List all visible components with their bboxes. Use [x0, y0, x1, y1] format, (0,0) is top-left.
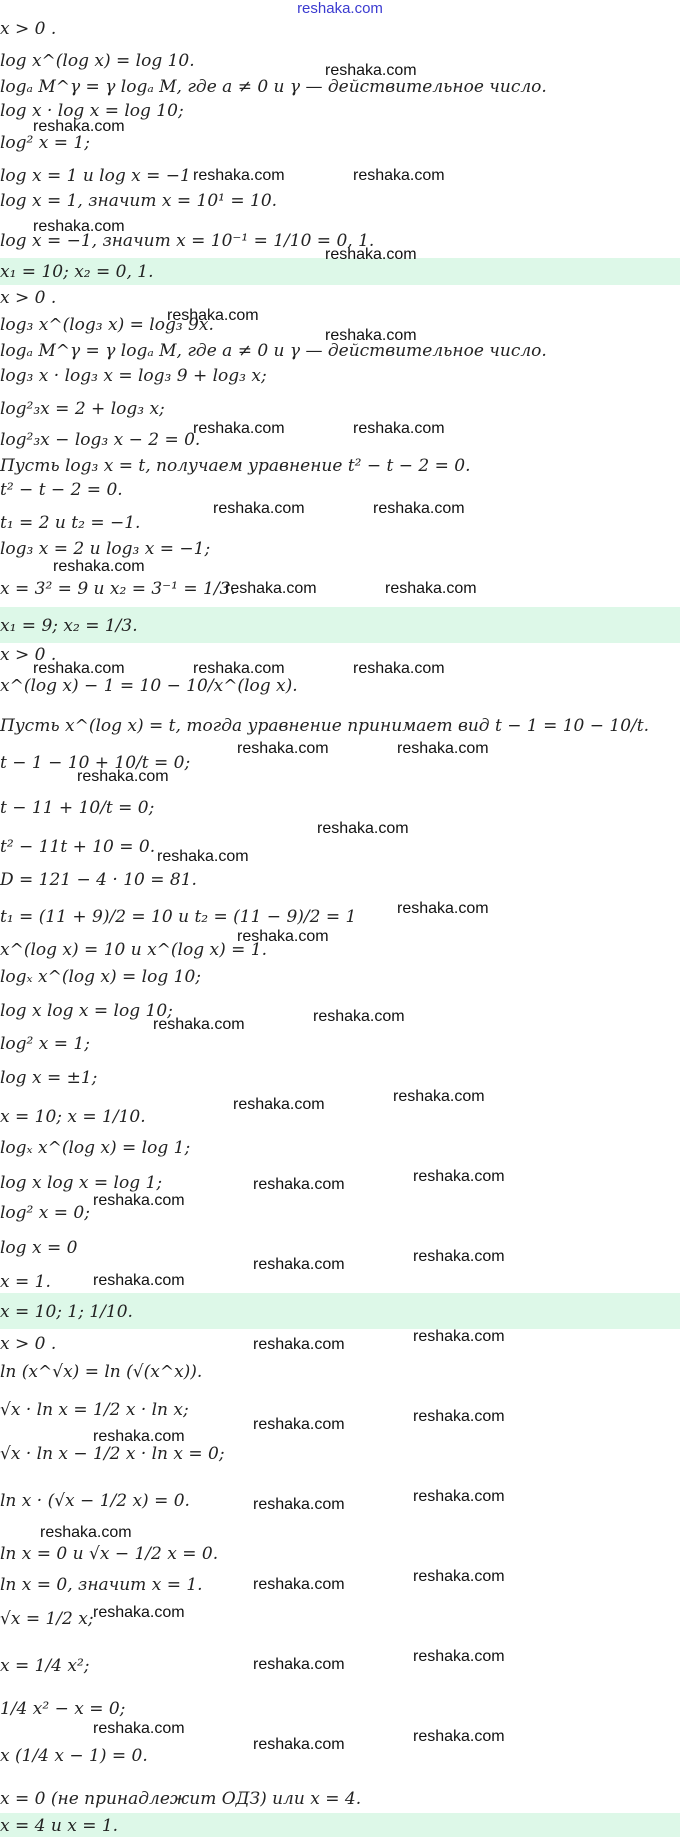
- watermark: reshaka.com: [253, 1656, 345, 1673]
- solution-line: x = 0 (не принадлежит ОДЗ) или x = 4.: [0, 1789, 362, 1809]
- solution-line: x > 0 .: [0, 1334, 57, 1354]
- solution-line: log² x = 1;: [0, 133, 90, 153]
- watermark: reshaka.com: [325, 246, 417, 263]
- watermark: reshaka.com: [237, 928, 329, 945]
- solution-line: log x = 1 и log x = −1: [0, 166, 191, 186]
- solution-line: logₐ M^γ = γ logₐ M, где a ≠ 0 и γ — действительное число.: [0, 341, 547, 361]
- solution-line: log x = 0: [0, 1238, 78, 1258]
- watermark: reshaka.com: [237, 740, 329, 757]
- watermark: reshaka.com: [253, 1336, 345, 1353]
- watermark: reshaka.com: [253, 1256, 345, 1273]
- solution-line: ln x = 0 и √x − 1/2 x = 0.: [0, 1544, 219, 1564]
- solution-line: √x = 1/2 x;: [0, 1609, 94, 1629]
- watermark: reshaka.com: [413, 1248, 505, 1265]
- solution-line: log²₃x = 2 + log₃ x;: [0, 399, 165, 419]
- solution-line: t − 11 + 10/t = 0;: [0, 798, 155, 818]
- watermark: reshaka.com: [193, 167, 285, 184]
- solution-line: x^(log x) = 10 и x^(log x) = 1.: [0, 940, 267, 960]
- watermark: reshaka.com: [33, 660, 125, 677]
- watermark: reshaka.com: [93, 1720, 185, 1737]
- watermark: reshaka.com: [93, 1604, 185, 1621]
- solution-line: 1/4 x² − x = 0;: [0, 1699, 126, 1719]
- solution-line: log x^(log x) = log 10.: [0, 51, 195, 71]
- solution-line: Пусть log₃ x = t, получаем уравнение t² − t − 2 = 0.: [0, 456, 471, 476]
- solution-line: t² − t − 2 = 0.: [0, 480, 123, 500]
- watermark: reshaka.com: [193, 420, 285, 437]
- solution-line: Пусть x^(log x) = t, тогда уравнение принимает вид t − 1 = 10 − 10/t.: [0, 716, 650, 736]
- watermark: reshaka.com: [325, 62, 417, 79]
- watermark: reshaka.com: [413, 1568, 505, 1585]
- watermark: reshaka.com: [225, 580, 317, 597]
- solution-line: t² − 11t + 10 = 0.: [0, 837, 156, 857]
- watermark: reshaka.com: [413, 1728, 505, 1745]
- solution-line: log² x = 1;: [0, 1034, 90, 1054]
- solution-line: log x = ±1;: [0, 1068, 98, 1088]
- solution-line: ln (x^√x) = ln (√(x^x)).: [0, 1362, 203, 1382]
- watermark: reshaka.com: [253, 1176, 345, 1193]
- watermark: reshaka.com: [77, 768, 169, 785]
- answer-line: x₁ = 9; x₂ = 1/3.: [0, 616, 138, 636]
- watermark: reshaka.com: [213, 500, 305, 517]
- solution-line: logₐ M^γ = γ logₐ M, где a ≠ 0 и γ — действительное число.: [0, 77, 547, 97]
- answer-line: x = 10; 1; 1/10.: [0, 1302, 133, 1322]
- solution-line: x > 0 .: [0, 645, 57, 665]
- watermark: reshaka.com: [193, 660, 285, 677]
- solution-line: log² x = 0;: [0, 1203, 90, 1223]
- watermark: reshaka.com: [413, 1328, 505, 1345]
- solution-line: log x · log x = log 10;: [0, 101, 184, 121]
- watermark: reshaka.com: [353, 660, 445, 677]
- watermark: reshaka.com: [393, 1088, 485, 1105]
- solution-line: ln x · (√x − 1/2 x) = 0.: [0, 1491, 190, 1511]
- solution-line: logₓ x^(log x) = log 10;: [0, 967, 202, 987]
- watermark: reshaka.com: [253, 1576, 345, 1593]
- watermark: reshaka.com: [253, 1416, 345, 1433]
- solution-line: √x · ln x − 1/2 x · ln x = 0;: [0, 1444, 225, 1464]
- solution-line: x^(log x) − 1 = 10 − 10/x^(log x).: [0, 676, 298, 696]
- solution-line: log₃ x · log₃ x = log₃ 9 + log₃ x;: [0, 366, 267, 386]
- solution-line: x = 3² = 9 и x₂ = 3⁻¹ = 1/3.: [0, 579, 236, 599]
- site-header-link[interactable]: reshaka.com: [297, 0, 383, 17]
- solution-line: log x = −1, значит x = 10⁻¹ = 1/10 = 0, 1.: [0, 231, 375, 251]
- solution-line: x (1/4 x − 1) = 0.: [0, 1746, 148, 1766]
- solution-line: log²₃x − log₃ x − 2 = 0.: [0, 430, 201, 450]
- watermark: reshaka.com: [157, 848, 249, 865]
- solution-line: x = 1/4 x²;: [0, 1656, 90, 1676]
- watermark: reshaka.com: [93, 1192, 185, 1209]
- solution-line: x = 1.: [0, 1272, 51, 1292]
- watermark: reshaka.com: [53, 558, 145, 575]
- watermark: reshaka.com: [167, 307, 259, 324]
- watermark: reshaka.com: [40, 1524, 132, 1541]
- watermark: reshaka.com: [373, 500, 465, 517]
- watermark: reshaka.com: [353, 167, 445, 184]
- watermark: reshaka.com: [93, 1428, 185, 1445]
- watermark: reshaka.com: [317, 820, 409, 837]
- solution-line: t − 1 − 10 + 10/t = 0;: [0, 753, 191, 773]
- watermark: reshaka.com: [153, 1016, 245, 1033]
- watermark: reshaka.com: [93, 1272, 185, 1289]
- watermark: reshaka.com: [353, 420, 445, 437]
- watermark: reshaka.com: [413, 1488, 505, 1505]
- watermark: reshaka.com: [397, 740, 489, 757]
- watermark: reshaka.com: [413, 1408, 505, 1425]
- solution-line: t₁ = 2 и t₂ = −1.: [0, 513, 141, 533]
- watermark: reshaka.com: [253, 1496, 345, 1513]
- solution-line: log₃ x = 2 и log₃ x = −1;: [0, 539, 211, 559]
- watermark: reshaka.com: [397, 900, 489, 917]
- answer-line: x₁ = 10; x₂ = 0, 1.: [0, 262, 154, 282]
- solution-line: x > 0 .: [0, 288, 57, 308]
- watermark: reshaka.com: [413, 1648, 505, 1665]
- solution-line: x = 10; x = 1/10.: [0, 1107, 146, 1127]
- solution-line: log x log x = log 10;: [0, 1001, 173, 1021]
- solution-line: ln x = 0, значит x = 1.: [0, 1575, 203, 1595]
- watermark: reshaka.com: [33, 218, 125, 235]
- solution-line: D = 121 − 4 · 10 = 81.: [0, 870, 197, 890]
- solution-line: t₁ = (11 + 9)/2 = 10 и t₂ = (11 − 9)/2 = 1: [0, 907, 357, 927]
- answer-line: x = 4 и x = 1.: [0, 1816, 119, 1836]
- watermark: reshaka.com: [33, 118, 125, 135]
- watermark: reshaka.com: [413, 1168, 505, 1185]
- solution-line: √x · ln x = 1/2 x · ln x;: [0, 1400, 189, 1420]
- watermark: reshaka.com: [233, 1096, 325, 1113]
- solution-line: logₓ x^(log x) = log 1;: [0, 1138, 191, 1158]
- watermark: reshaka.com: [253, 1736, 345, 1753]
- solution-line: log x = 1, значит x = 10¹ = 10.: [0, 191, 278, 211]
- solution-line: log₃ x^(log₃ x) = log₃ 9x.: [0, 315, 214, 335]
- watermark: reshaka.com: [313, 1008, 405, 1025]
- solution-line: x > 0 .: [0, 19, 57, 39]
- solution-line: log x log x = log 1;: [0, 1173, 163, 1193]
- watermark: reshaka.com: [385, 580, 477, 597]
- watermark: reshaka.com: [325, 327, 417, 344]
